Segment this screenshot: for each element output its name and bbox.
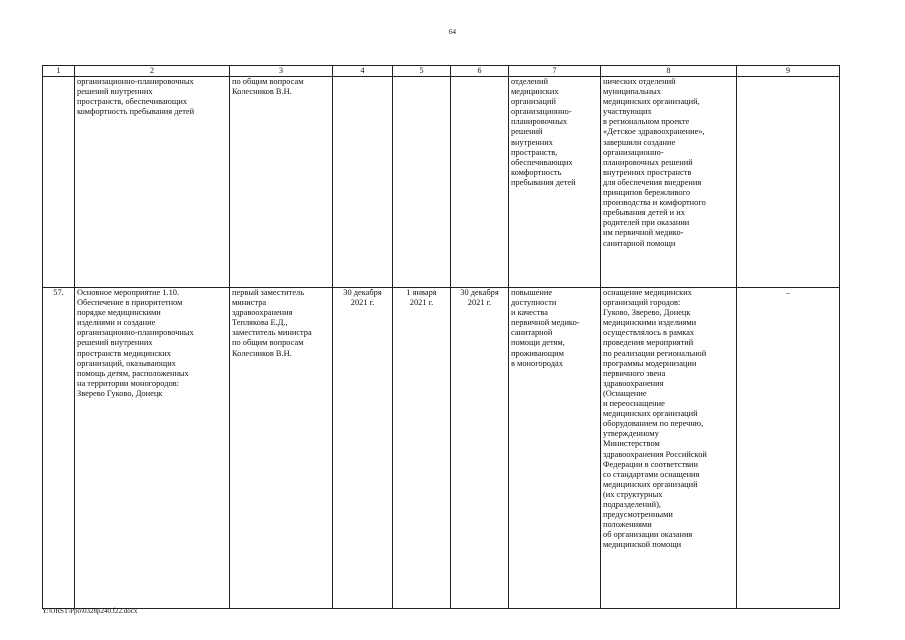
page-number: 64 [449,28,456,36]
column-number: 3 [230,66,333,77]
column-number: 8 [601,66,737,77]
implementation-info: оснащение медицинских организаций городов: Гуково, Зверево, Донецк медицинскими изделиями осуществлялось в рамках проведения мероприятий по реализации региональной программы модернизации первичного звена здравоохранения (Оснащение и переоснащение медицинских организаций оборудованием по перечню, утвержденному Министерством здравоохранения Российской Федерации в соответствии со стандартами оснащения медицинских организаций (их структурных подразделений), предусмотренными положениями об организации оказания медицинской помощи [601,288,737,609]
row-number: 57. [43,288,75,609]
responsible-person: первый заместитель министра здравоохранения Теплякова Е.Д., заместитель министра по общим вопросам Колесников В.Н. [230,288,333,609]
column-number-row [43,66,840,77]
column-number: 2 [75,66,230,77]
column-number: 6 [451,66,509,77]
expected-result: повышение доступности и качества первичной медико- санитарной помощи детям, проживающим в моногородах [509,288,601,609]
column-number: 5 [393,66,451,77]
measure-name: организационно-планировочных решений внутренних пространств, обеспечивающих комфортность пребывания детей [75,77,230,288]
implementation-info: нических отделений муниципальных медицинских организаций, участвующих в региональном проекте «Детское здравоохранение», завершили создание организационно- планировочных решений внутренних пространств для обеспечения внедрения принципов бережливого производства и комфортного пребывания детей и их родителей при оказании им первичной медико- санитарной помощи [601,77,737,288]
report-table [42,65,840,609]
deadline-date [451,77,509,288]
deviation-note: – [737,288,840,609]
measure-name: Основное мероприятие 1.10. Обеспечение в приоритетном порядке медицинскими изделиями и создание организационно-планировочных решений внутренних пространств медицинских организаций, оказывающих помощь детям, расположенных на территории моногородов: Зверево Гуково, Донецк [75,288,230,609]
actual-start [393,77,451,288]
planned-start: 30 декабря 2021 г. [333,288,393,609]
responsible-person: по общим вопросам Колесников В.Н. [230,77,333,288]
table-row [43,288,840,609]
column-number: 4 [333,66,393,77]
footer-file-path: Y:\ORST\Ppo\0328p240.f22.docx [42,607,138,615]
column-number: 9 [737,66,840,77]
actual-start: 1 января 2021 г. [393,288,451,609]
row-number [43,77,75,288]
expected-result: отделений медицинских организаций организационно- планировочных решений внутренних пространств, обеспечивающих комфортность пребывания детей [509,77,601,288]
deviation-note [737,77,840,288]
deadline-date: 30 декабря 2021 г. [451,288,509,609]
column-number: 7 [509,66,601,77]
column-number: 1 [43,66,75,77]
planned-start [333,77,393,288]
table-row [43,77,840,288]
